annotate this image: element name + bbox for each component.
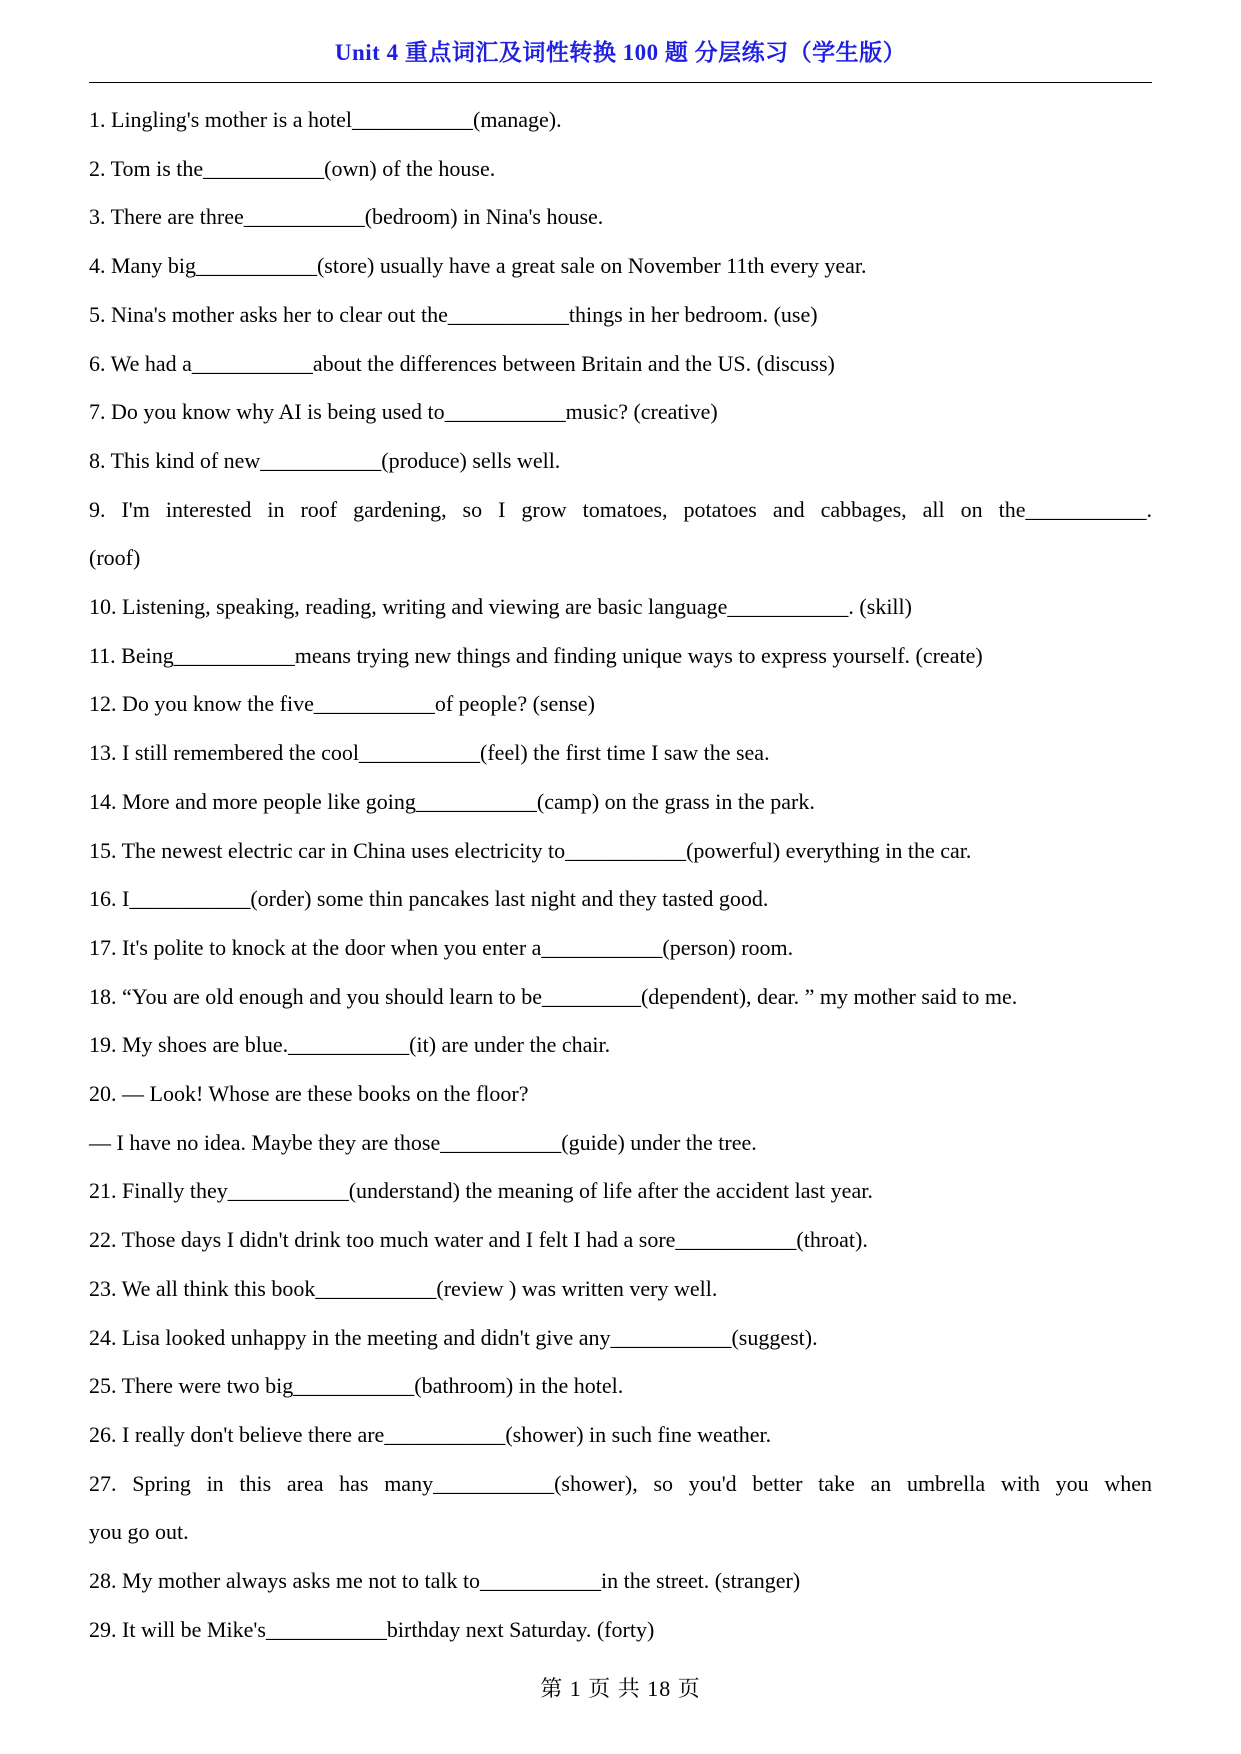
question-line: 23. We all think this book___________(review ) was written very well. xyxy=(89,1275,718,1301)
question-line: 20. — Look! Whose are these books on the floor? xyxy=(89,1081,529,1107)
question-line: 8. This kind of new___________(produce) sells well. xyxy=(89,447,561,473)
question-line: 25. There were two big___________(bathroom) in the hotel. xyxy=(89,1373,624,1399)
question-line: 14. More and more people like going___________(camp) on the grass in the park. xyxy=(89,788,815,814)
question-line: 4. Many big___________(store) usually have a great sale on November 11th every year. xyxy=(89,253,867,279)
question-line: 26. I really don't believe there are___________(shower) in such fine weather. xyxy=(89,1421,772,1447)
question-line: 27. Spring in this area has many___________(shower), so you'd better take an umbrella with you when xyxy=(89,1470,1152,1496)
question-line: 19. My shoes are blue.___________(it) are under the chair. xyxy=(89,1032,611,1058)
question-line-continuation: (roof) xyxy=(89,545,141,571)
question-line: 24. Lisa looked unhappy in the meeting and didn't give any___________(suggest). xyxy=(89,1324,818,1350)
question-line: 2. Tom is the___________(own) of the house. xyxy=(89,155,496,181)
question-line: 3. There are three___________(bedroom) in Nina's house. xyxy=(89,204,604,230)
question-line: 6. We had a___________about the differences between Britain and the US. (discuss) xyxy=(89,350,835,376)
question-list xyxy=(89,96,1152,1655)
question-line: 11. Being___________means trying new things and finding unique ways to express yourself. (create) xyxy=(89,642,983,668)
question-line: 28. My mother always asks me not to talk to___________in the street. (stranger) xyxy=(89,1568,801,1594)
header-divider xyxy=(89,82,1152,83)
question-line: 1. Lingling's mother is a hotel___________(manage). xyxy=(89,107,562,132)
question-line-continuation: you go out. xyxy=(89,1519,189,1545)
question-line: 16. I___________(order) some thin pancakes last night and they tasted good. xyxy=(89,886,769,912)
question-line: 12. Do you know the five___________of people? (sense) xyxy=(89,691,595,717)
question-line: 21. Finally they___________(understand) the meaning of life after the accident last year. xyxy=(89,1178,873,1204)
question-line: 18. “You are old enough and you should learn to be_________(dependent), dear. ” my mother said to me. xyxy=(89,983,1018,1009)
question-line: 13. I still remembered the cool___________(feel) the first time I saw the sea. xyxy=(89,740,770,766)
question-line: 22. Those days I didn't drink too much water and I felt I had a sore___________(throat). xyxy=(89,1227,868,1253)
question-line: 9. I'm interested in roof gardening, so I grow tomatoes, potatoes and cabbages, all on the___________. xyxy=(89,496,1152,522)
question-line-continuation: — I have no idea. Maybe they are those___________(guide) under the tree. xyxy=(89,1129,757,1155)
question-line: 10. Listening, speaking, reading, writing and viewing are basic language___________. (skill) xyxy=(89,594,912,620)
page-title: Unit 4 重点词汇及词性转换 100 题 分层练习（学生版） xyxy=(334,40,907,65)
question-line: 29. It will be Mike's___________birthday next Saturday. (forty) xyxy=(89,1616,655,1642)
question-line: 7. Do you know why AI is being used to___________music? (creative) xyxy=(89,399,718,425)
question-line: 15. The newest electric car in China uses electricity to___________(powerful) everything in the car. xyxy=(89,837,972,863)
question-line: 5. Nina's mother asks her to clear out the___________things in her bedroom. (use) xyxy=(89,301,818,327)
page-number: 第 1 页 共 18 页 xyxy=(540,1676,701,1701)
question-line: 17. It's polite to knock at the door when you enter a___________(person) room. xyxy=(89,934,794,960)
